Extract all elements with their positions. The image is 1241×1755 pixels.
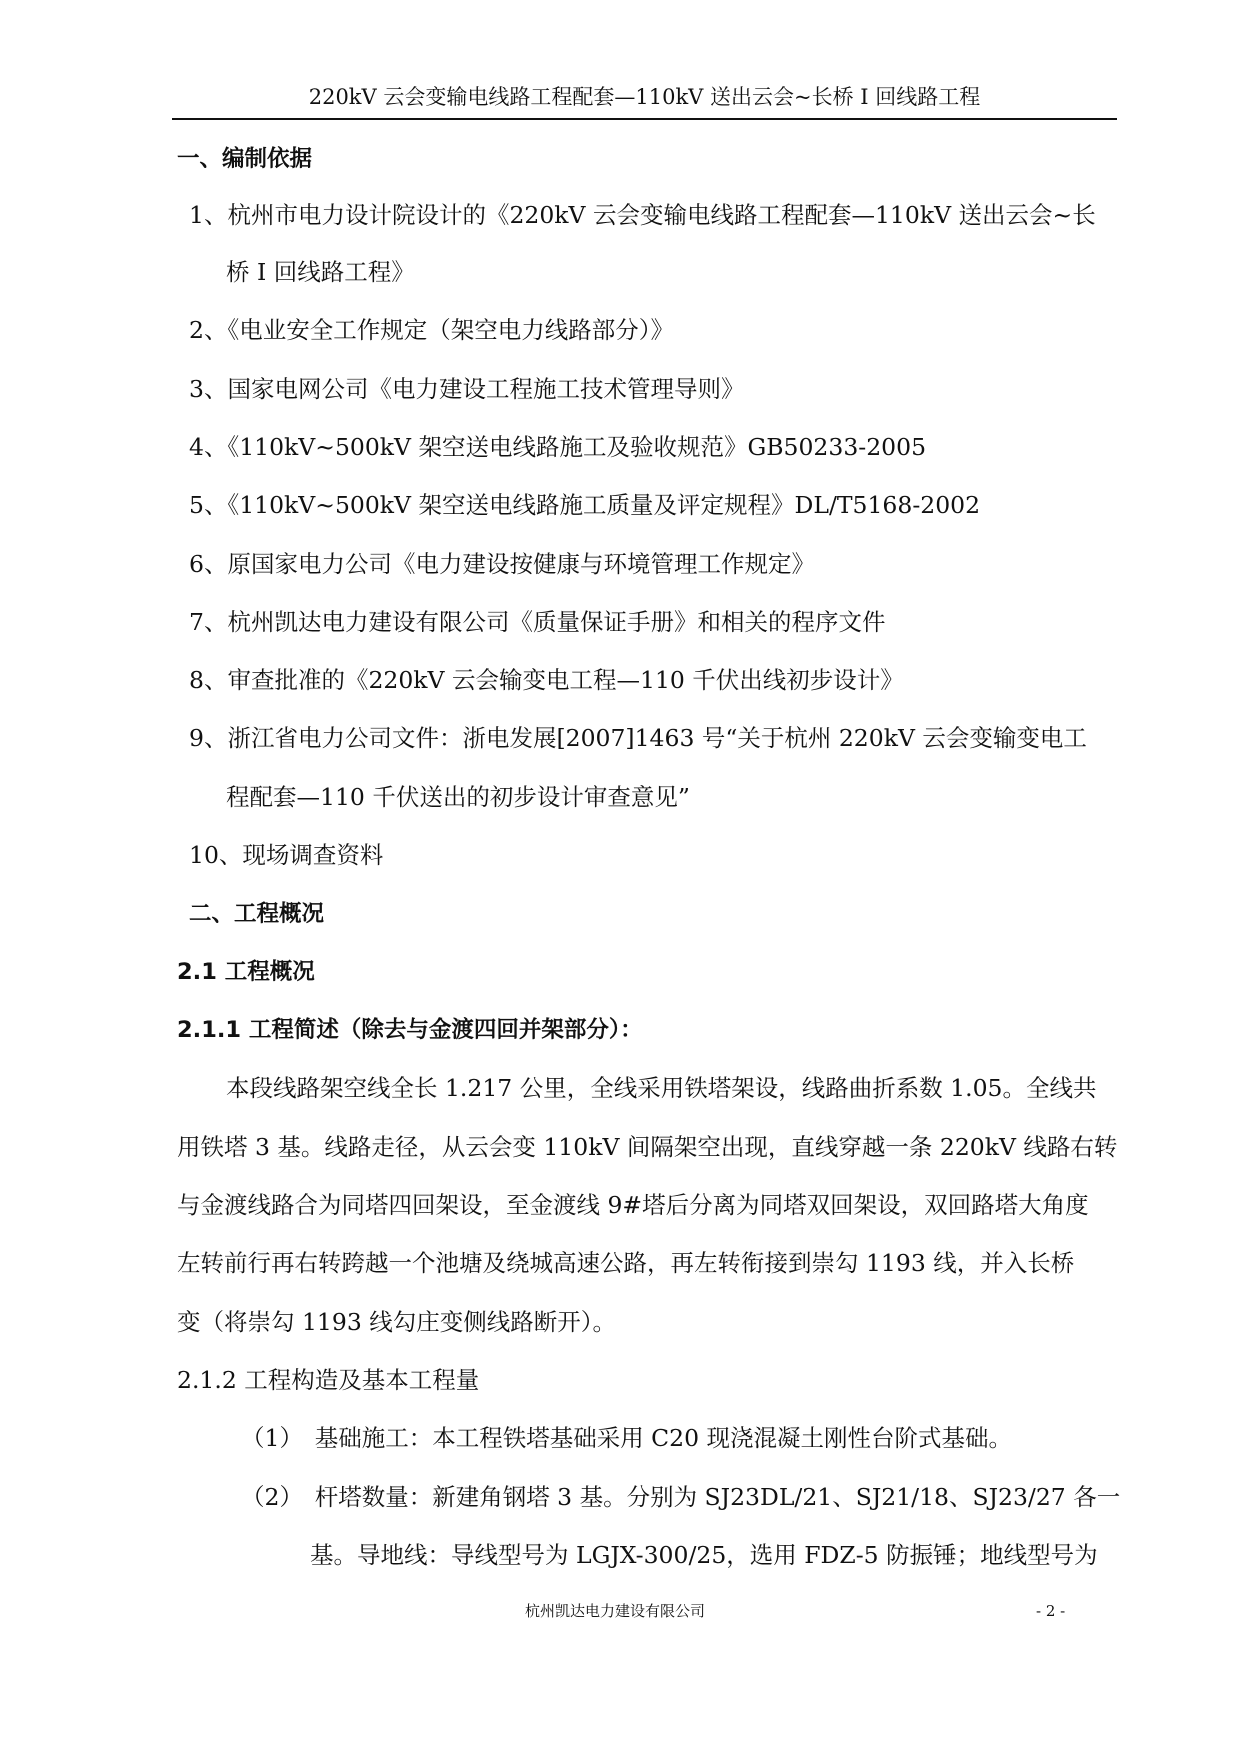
overview-paragraph-line-2: 用铁塔 3 基。线路走径，从云会变 110kV 间隔架空出现，直线穿越一条 220kV 线路右转 (177, 1133, 1118, 1161)
subsection-heading-2-1-2: 2.1.2 工程构造及基本工程量 (177, 1366, 480, 1394)
structure-item-1: （1） 基础施工：本工程铁塔基础采用 C20 现浇混凝土刚性台阶式基础。 (241, 1424, 1013, 1452)
basis-item-1-cont: 桥 I 回线路工程》 (226, 258, 415, 286)
footer-company: 杭州凯达电力建设有限公司 (525, 1602, 706, 1620)
basis-item-7: 7、杭州凯达电力建设有限公司《质量保证手册》和相关的程序文件 (189, 608, 886, 636)
subsection-heading-2-1-1: 2.1.1 工程简述（除去与金渡四回并架部分）： (177, 1017, 643, 1043)
overview-paragraph-line-4: 左转前行再右转跨越一个池塘及绕城高速公路，再左转衔接到崇勾 1193 线，并入长桥 (177, 1249, 1075, 1277)
basis-item-8: 8、审查批准的《220kV 云会输变电工程—110 千伏出线初步设计》 (189, 666, 904, 694)
footer-page-number: - 2 - (1036, 1602, 1066, 1620)
structure-item-2-cont: 基。导地线：导线型号为 LGJX-300/25，选用 FDZ-5 防振锤；地线型号为 (310, 1541, 1098, 1569)
section-heading-basis: 一、编制依据 (177, 146, 313, 172)
basis-item-9-cont: 程配套—110 千伏送出的初步设计审查意见” (226, 783, 690, 811)
basis-item-4: 4、《110kV~500kV 架空送电线路施工及验收规范》GB50233-2005 (189, 433, 927, 461)
header-divider (172, 118, 1117, 120)
running-header: 220kV 云会变输电线路工程配套—110kV 送出云会~长桥 I 回线路工程 (308, 85, 981, 109)
basis-item-3: 3、国家电网公司《电力建设工程施工技术管理导则》 (189, 375, 745, 403)
basis-item-6: 6、原国家电力公司《电力建设按健康与环境管理工作规定》 (189, 550, 815, 578)
basis-item-9: 9、浙江省电力公司文件：浙电发展[2007]1463 号“关于杭州 220kV 云会变输变电工 (189, 724, 1087, 752)
section-heading-overview: 二、工程概况 (189, 901, 325, 927)
overview-paragraph-line-3: 与金渡线路合为同塔四回架设，至金渡线 9#塔后分离为同塔双回架设，双回路塔大角度 (177, 1191, 1089, 1219)
overview-paragraph-line-1: 本段线路架空线全长 1.217 公里，全线采用铁塔架设，线路曲折系数 1.05。全线共 (226, 1074, 1097, 1102)
basis-item-5: 5、《110kV~500kV 架空送电线路施工质量及评定规程》DL/T5168-2002 (189, 491, 981, 519)
overview-paragraph-line-5: 变（将崇勾 1193 线勾庄变侧线路断开）。 (177, 1308, 616, 1336)
basis-item-1: 1、杭州市电力设计院设计的《220kV 云会变输电线路工程配套—110kV 送出云会~长 (189, 201, 1096, 229)
subsection-heading-2-1: 2.1 工程概况 (177, 959, 315, 985)
structure-item-2: （2） 杆塔数量：新建角钢塔 3 基。分别为 SJ23DL/21、SJ21/18、SJ23/27 各一 (241, 1483, 1121, 1511)
basis-item-10: 10、现场调查资料 (189, 841, 384, 869)
basis-item-2: 2、《电业安全工作规定（架空电力线路部分）》 (189, 316, 674, 344)
